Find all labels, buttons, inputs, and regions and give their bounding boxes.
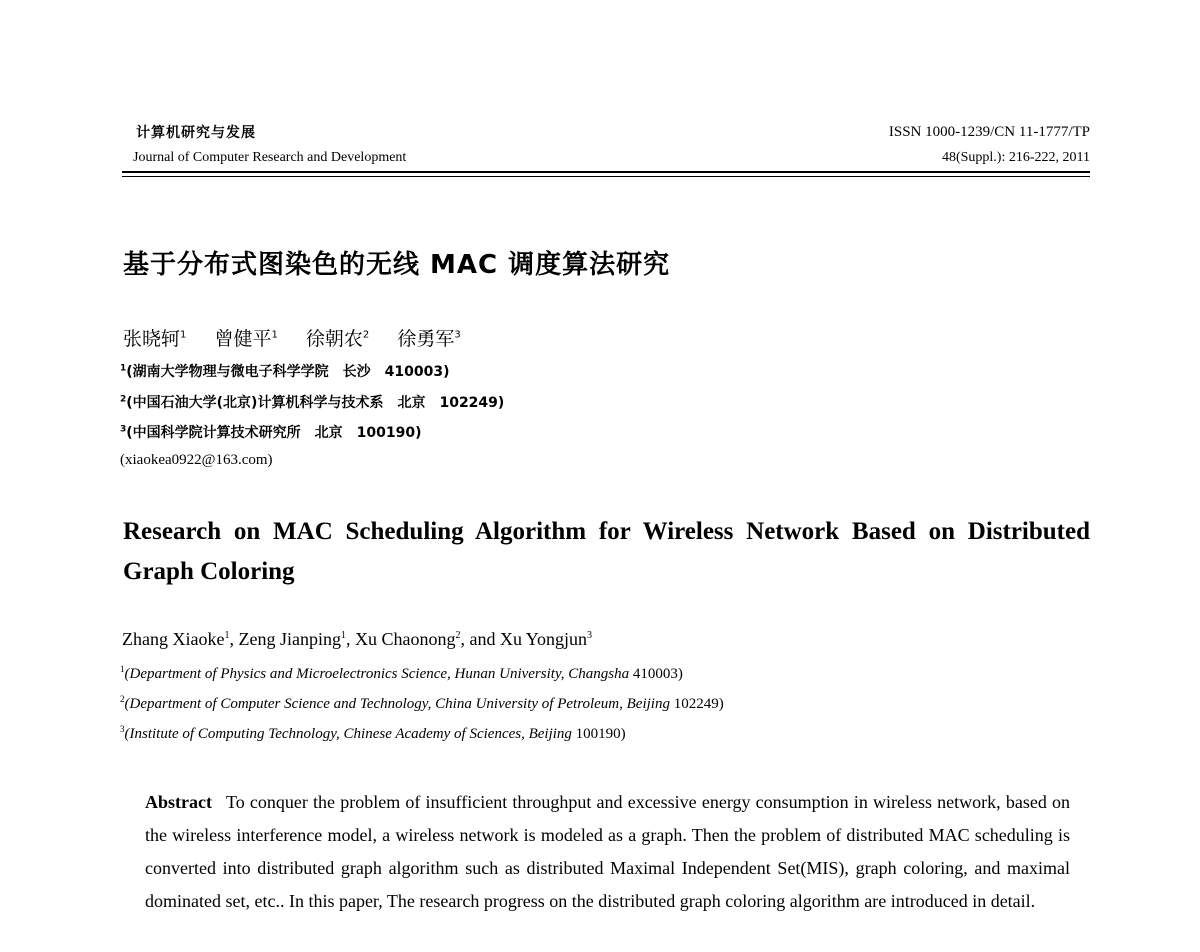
journal-name-en: Journal of Computer Research and Development [133,150,407,165]
author-cn: 张晓轲$^1$ [123,328,187,350]
header-rule-thin [122,176,1090,177]
volume-pages: 48(Suppl.): 216-222, 2011 [941,150,1090,165]
abstract-label: Abstract [145,792,212,812]
title-en: Research on MAC Scheduling Algorithm for Wireless Network Based on Distributed Graph Coloring [123,518,1090,585]
abstract [145,786,1070,918]
authors-en: Zhang Xiaoke$^1$, Zeng Jianping$^1$, Xu Chaonong$^2$, and Xu Yongjun$^3$ [122,629,592,649]
header-rule-thick [122,171,1090,173]
author-cn: 徐朝农$^2$ [305,328,370,350]
affiliation-cn: $^1$(湖南大学物理与微电子科学学院 长沙 410003) [120,363,450,380]
title-cn: 基于分布式图染色的无线 MAC 调度算法研究 [123,250,671,280]
issn: ISSN 1000-1239/CN 11-1777/TP [888,124,1090,140]
author-cn: 曾健平$^1$ [214,328,278,350]
affiliation-en: $^1$(Department of Physics and Microelectronics Science, Hunan University, Changsha 410003) [120,664,683,682]
affiliation-cn: $^2$(中国石油大学(北京)计算机科学与技术系 北京 102249) [120,394,505,411]
journal-name-cn: 计算机研究与发展 [136,125,256,141]
abstract-text: To conquer the problem of insufficient throughput and excessive energy consumption in wireless network, based on the wireless interference model, a wireless network is modeled as a graph. Then the problem of distributed MAC scheduling is converted into distributed graph algorithm such as distributed Maximal Independent Set(MIS), graph coloring, and maximal dominated set, etc.. In this paper, The research progress on the distributed graph coloring algorithm are introduced in detail. [145,792,1070,911]
affiliation-en: $^3$(Institute of Computing Technology, Chinese Academy of Sciences, Beijing 100190) [120,724,626,742]
affiliation-cn: $^3$(中国科学院计算技术研究所 北京 100190) [120,424,422,441]
authors-cn [123,324,483,351]
email: (xiaokea0922@163.com) [120,452,273,468]
affiliation-en: $^2$(Department of Computer Science and Technology, China University of Petroleum, Beijing 102249) [120,694,724,712]
author-cn: 徐勇军$^3$ [397,328,461,350]
